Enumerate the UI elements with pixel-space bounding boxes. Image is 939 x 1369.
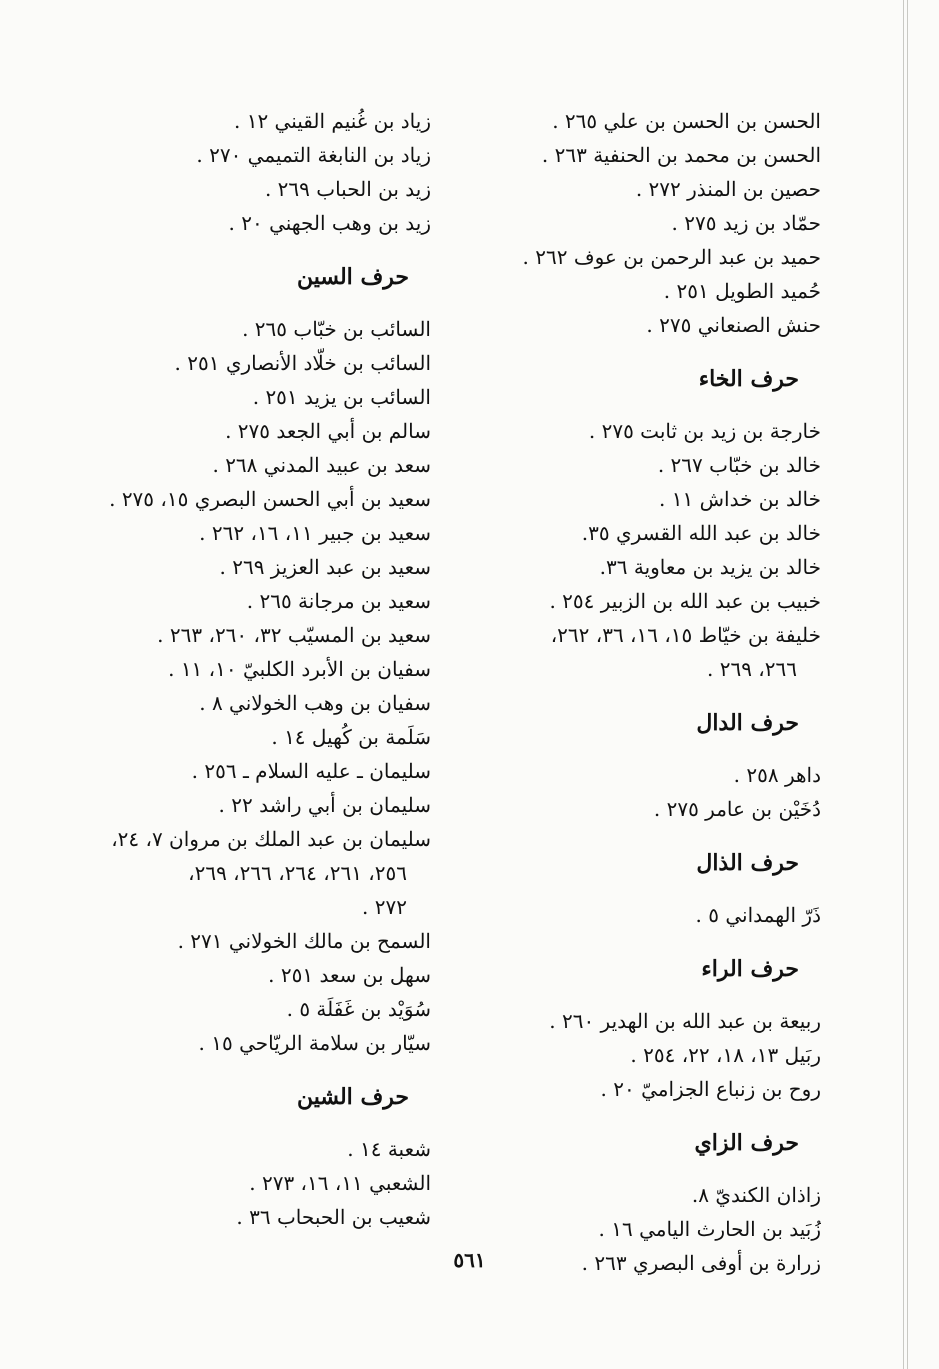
index-entry: سُوَيْد بن غَفَلَة ٥ .: [286, 997, 431, 1021]
index-entry: سيّار بن سلامة الريّاحي ١٥ .: [198, 1031, 431, 1055]
index-entry: زياد بن النابغة التميمي ٢٧٠ .: [196, 143, 431, 167]
index-entry: زيد بن وهب الجهني ٢٠ .: [228, 211, 431, 235]
letter-heading: حرف الذال: [696, 850, 799, 876]
index-entry: زُبَيد بن الحارث اليامي ١٦ .: [598, 1217, 821, 1241]
index-entry: ذَرّ الهمداني ٥ .: [695, 903, 821, 927]
index-entry: السائب بن خبّاب ٢٦٥ .: [242, 317, 431, 341]
index-entry: زيد بن الحباب ٢٦٩ .: [264, 177, 431, 201]
index-entry-continuation: ٢٥٦، ٢٦١، ٢٦٤، ٢٦٦، ٢٦٩،: [188, 861, 407, 885]
index-entry: سليمان ـ عليه السلام ـ ٢٥٦ .: [191, 759, 431, 783]
index-entry: حنش الصنعاني ٢٧٥ .: [646, 313, 821, 337]
index-entry: خليفة بن خيّاط ١٥، ١٦، ٣٦، ٢٦٢،: [550, 623, 821, 647]
index-entry: ربَيل ١٣، ١٨، ٢٢، ٢٥٤ .: [630, 1043, 821, 1067]
index-entry: دُخَيْن بن عامر ٢٧٥ .: [653, 797, 821, 821]
index-entry: زياد بن غُنيم القيني ١٢ .: [234, 109, 431, 133]
index-entry: خارجة بن زيد بن ثابت ٢٧٥ .: [588, 419, 821, 443]
index-entry: خالد بن خبّاب ٢٦٧ .: [657, 453, 821, 477]
page-edge-line-2: [907, 0, 908, 1369]
index-entry: سعيد بن مرجانة ٢٦٥ .: [246, 589, 431, 613]
index-entry: سليمان بن عبد الملك بن مروان ٧، ٢٤،: [111, 827, 431, 851]
index-entry: داهر ٢٥٨ .: [733, 763, 821, 787]
index-entry-continuation: ٢٧٢ .: [362, 895, 407, 919]
letter-heading: حرف الزاي: [694, 1130, 799, 1156]
letter-heading: حرف السين: [296, 264, 409, 290]
index-entry: الشعبي ١١، ١٦، ٢٧٣ .: [249, 1171, 431, 1195]
index-entry: زرارة بن أوفى البصري ٢٦٣ .: [581, 1251, 821, 1275]
index-entry: خبيب بن عبد الله بن الزبير ٢٥٤ .: [549, 589, 821, 613]
index-entry: سعيد بن عبد العزيز ٢٦٩ .: [219, 555, 431, 579]
index-entry: سفيان بن الأبرد الكلبيّ ١٠، ١١ .: [168, 657, 431, 681]
index-entry: السائب بن يزيد ٢٥١ .: [252, 385, 431, 409]
index-entry: شعبة ١٤ .: [347, 1137, 431, 1161]
page-edge-line: [903, 0, 904, 1369]
index-entry: سعيد بن أبي الحسن البصري ١٥، ٢٧٥ .: [109, 487, 431, 511]
index-entry: ربيعة بن عبد الله بن الهدير ٢٦٠ .: [549, 1009, 821, 1033]
index-entry: سعد بن عبيد المدني ٢٦٨ .: [212, 453, 431, 477]
index-entry: سفيان بن وهب الخولاني ٨ .: [199, 691, 431, 715]
index-entry: سعيد بن المسيّب ٣٢، ٢٦٠، ٢٦٣ .: [157, 623, 431, 647]
index-entry: السمح بن مالك الخولاني ٢٧١ .: [177, 929, 431, 953]
index-column-left: [71, 104, 431, 1234]
letter-heading: حرف الشين: [296, 1084, 409, 1110]
index-entry: سَلَمة بن كُهيل ١٤ .: [271, 725, 431, 749]
index-entry: حمّاد بن زيد ٢٧٥ .: [671, 211, 821, 235]
index-entry: سالم بن أبي الجعد ٢٧٥ .: [225, 419, 431, 443]
index-entry: السائب بن خلّاد الأنصاري ٢٥١ .: [174, 351, 431, 375]
index-entry: خالد بن خداش ١١ .: [659, 487, 821, 511]
index-entry: زاذان الكنديّ ٨.: [691, 1183, 821, 1207]
index-entry: سعيد بن جبير ١١، ١٦، ٢٦٢ .: [199, 521, 431, 545]
page-number: ٥٦١: [453, 1248, 486, 1272]
index-entry: سليمان بن أبي راشد ٢٢ .: [218, 793, 431, 817]
index-column-right: [421, 104, 821, 1280]
letter-heading: حرف الخاء: [698, 366, 799, 392]
index-entry: روح بن زنباع الجزاميّ ٢٠ .: [600, 1077, 821, 1101]
index-entry: حصين بن المنذر ٢٧٢ .: [635, 177, 821, 201]
index-entry: خالد بن يزيد بن معاوية ٣٦.: [599, 555, 821, 579]
index-entry-continuation: ٢٦٦، ٢٦٩ .: [707, 657, 797, 681]
index-entry: سهل بن سعد ٢٥١ .: [268, 963, 431, 987]
index-entry: الحسن بن الحسن بن علي ٢٦٥ .: [552, 109, 821, 133]
letter-heading: حرف الراء: [701, 956, 799, 982]
index-entry: شعيب بن الحبحاب ٣٦ .: [236, 1205, 431, 1229]
index-entry: خالد بن عبد الله القسري ٣٥.: [581, 521, 821, 545]
letter-heading: حرف الدال: [696, 710, 799, 736]
index-entry: حُميد الطويل ٢٥١ .: [663, 279, 821, 303]
index-entry: حميد بن عبد الرحمن بن عوف ٢٦٢ .: [522, 245, 821, 269]
index-entry: الحسن بن محمد بن الحنفية ٢٦٣ .: [541, 143, 821, 167]
